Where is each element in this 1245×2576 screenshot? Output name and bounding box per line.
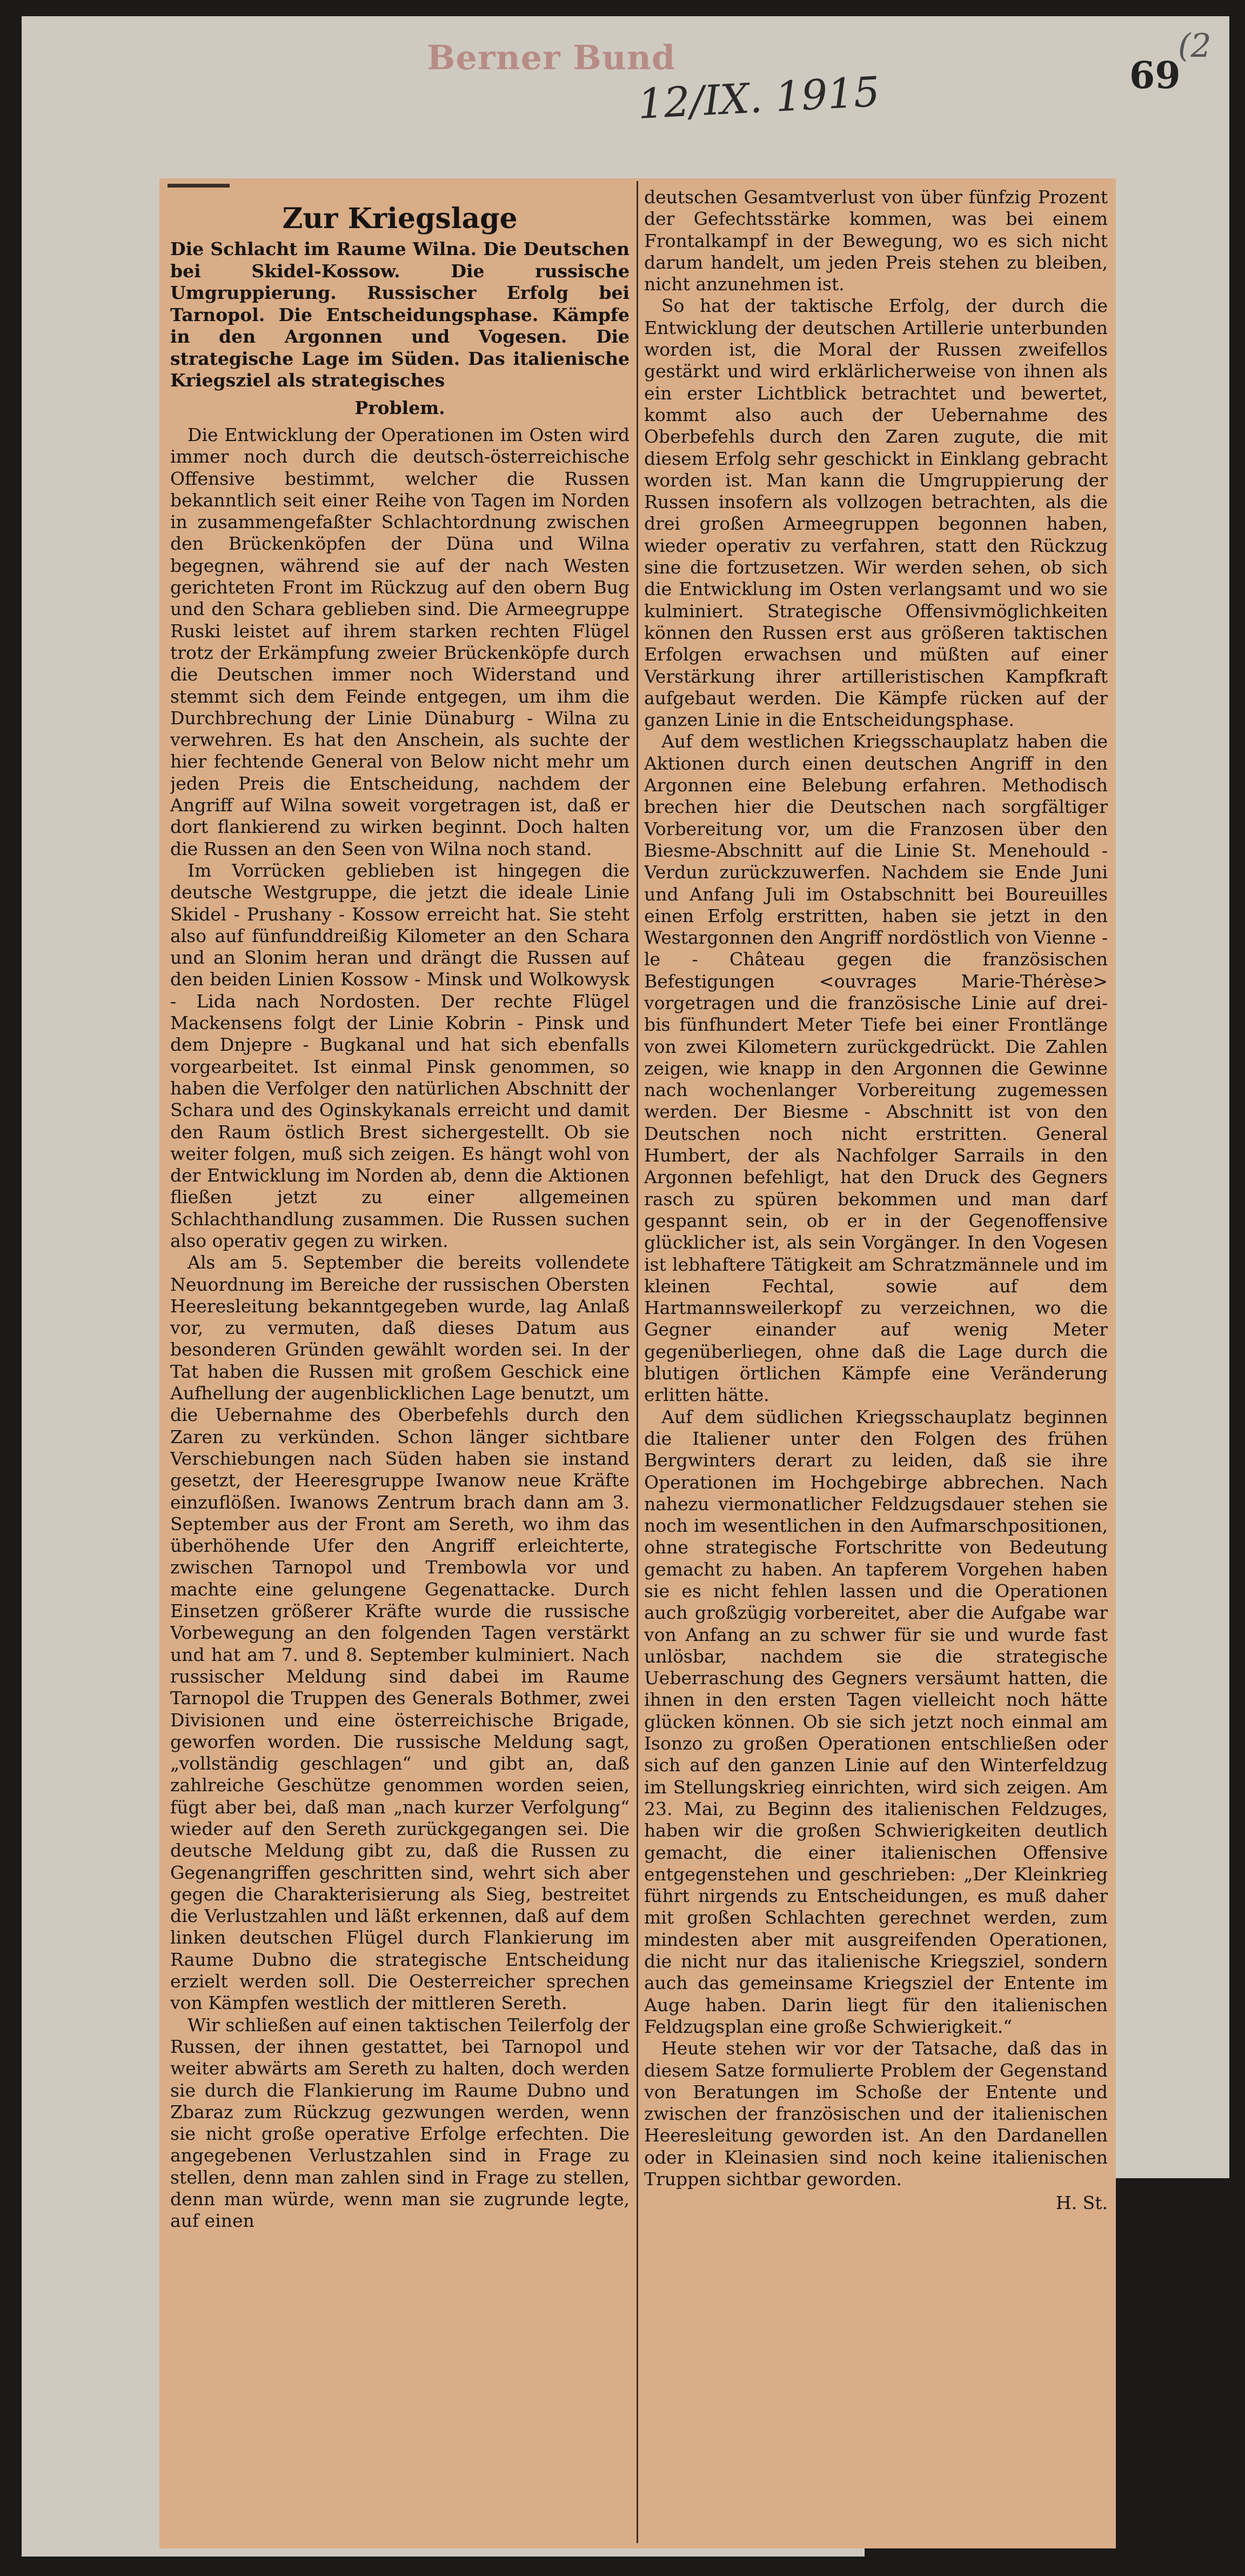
- handwritten-date: 12/IX. 1915: [637, 67, 881, 129]
- paragraph: Wir schließen auf einen taktischen Teilerfolg der Russen, der ihnen gestattet, bei Tarnopol und weiter abwärts am Sereth zu halten, doch werden sie durch die Flankierung im Raume Dubno und Zbaraz zum Rückzug gezwungen werden, wenn sie nicht große operative Erfolge erfechten. Die angegebenen Verlustzahlen sind in Frage zu stellen, denn man zahlen sind in Frage zu stellen, denn man würde, wenn man sie zugrunde legte, auf einen: [170, 2014, 630, 2232]
- article-column-2: [644, 186, 1108, 2538]
- paragraph: Im Vorrücken geblieben ist hingegen die deutsche Westgruppe, die jetzt die ideale Linie Skidel - Prushany - Kossow erreicht hat. Sie steht also auf fünfunddreißig Kilometer an den Schara und an Slonim heran und drängt die Russen auf den beiden Linien Kossow - Minsk und Wolkowysk - Lida nach Nordosten. Der rechte Flügel Mackensens folgt der Linie Kobrin - Pinsk und dem Dnjepre - Bugkanal und hat sich ebenfalls vorgearbeitet. Ist einmal Pinsk genommen, so haben die Verfolger den natürlichen Abschnitt der Schara und des Oginskykanals erreicht und damit den Raum östlich Brest sichergestellt. Ob sie weiter folgen, muß sich zeigen. Es hängt wohl von der Entwicklung im Norden ab, denn die Aktionen fließen jetzt zu einer allgemeinen Schlachthandlung zusammen. Die Russen suchen also operativ gegen zu wirken.: [170, 859, 630, 1251]
- page-number: 69: [1129, 54, 1181, 97]
- paragraph: Auf dem südlichen Kriegsschauplatz beginnen die Italiener unter den Folgen des frühen Bergwinters derart zu leiden, daß sie ihre Operationen im Hochgebirge abbrechen. Nach nahezu viermonatlicher Feldzugsdauer stehen sie noch im wesentlichen in den Aufmarschpositionen, ohne strategische Fortschritte von Bedeutung gemacht zu haben. An tapferem Vorgehen haben sie es nicht fehlen lassen und die Operationen auch großzügig vorbereitet, aber die Aufgabe war von Anfang an zu schwer für sie und wurde fast unlösbar, nachdem sie die strategische Ueberraschung des Gegners versäumt hatten, die ihnen in den ersten Tagen vielleicht noch hätte glücken können. Ob sie sich jetzt noch einmal am Isonzo zu großen Operationen entschließen oder sich auf den ganzen Linie auf den Winterfeldzug im Stellungskrieg einrichten, wird sich zeigen. Am 23. Mai, zu Beginn des italienischen Feldzuges, haben wir die großen Schwierigkeiten deutlich gemacht, die einer italienischen Offensive entgegenstehen und geschrieben: „Der Kleinkrieg führt nirgends zu Entscheidungen, es muß daher mit großen Schlachten gerechnet werden, zum mindesten aber mit ausgreifenden Operationen, die nicht nur das italienische Kriegsziel, sondern auch das gemeinsame Kriegsziel der Entente im Auge haben. Darin liegt für den italienischen Feldzugsplan eine große Schwierigkeit.“: [644, 1406, 1108, 2037]
- paragraph: Als am 5. September die bereits vollendete Neuordnung im Bereiche der russischen Obersten Heeresleitung bekanntgegeben wurde, lag Anlaß vor, zu vermuten, daß dieses Datum aus besonderen Gründen gewählt worden sei. In der Tat haben die Russen mit großem Geschick eine Aufhellung der augenblicklichen Lage benutzt, um die Uebernahme des Oberbefehls durch den Zaren zu verkünden. Schon länger sichtbare Verschiebungen nach Süden haben sie instand gesetzt, der Heeresgruppe Iwanow neue Kräfte einzuflößen. Iwanows Zentrum brach dann am 3. September aus der Front am Sereth, wo ihm das überhöhende Ufer den Angriff erleichterte, zwischen Tarnopol und Trembowla vor und machte eine gelungene Gegenattacke. Durch Einsetzen größerer Kräfte wurde die russische Vorbewegung an den folgenden Tagen verstärkt und hat am 7. und 8. September kulminiert. Nach russischer Meldung sind dabei im Raume Tarnopol die Truppen des Generals Bothmer, zwei Divisionen und eine österreichische Brigade, geworfen worden. Die russische Meldung sagt, „vollständig geschlagen“ und gibt an, daß zahlreiche Geschütze genommen worden seien, fügt aber bei, daß man „nach kurzer Verfolgung“ wieder auf den Sereth zurückgegangen sei. Die deutsche Meldung gibt zu, daß die Russen zu Gegenangriffen geschritten sind, wehrt sich aber gegen die Charakterisierung als Sieg, bestreitet die Verlustzahlen und läßt erkennen, daß auf dem linken deutschen Flügel durch Flankierung im Raume Dubno die strategische Entscheidung erzielt werden soll. Die Oesterreicher sprechen von Kämpfen westlich der mittleren Sereth.: [170, 1252, 630, 2014]
- article-lead-end: Problem.: [354, 397, 445, 418]
- page-annotation: (2: [1178, 27, 1211, 65]
- paragraph: So hat der taktische Erfolg, der durch die Entwicklung der deutschen Artillerie unterbunden worden ist, die Moral der Russen zweifellos gestärkt und wird erklärlicherweise von ihnen als ein erster Lichtblick betrachtet und bewertet, kommt also auch der Uebernahme des Oberbefehls durch den Zaren zugute, die mit diesem Erfolg sehr geschickt in Einklang gebracht worden ist. Man kann die Umgruppierung der Russen insofern als vollzogen betrachten, als die drei großen Armeegruppen begonnen haben, wieder operativ zu verfahren, statt den Rückzug sine die fortzusetzen. Wir werden sehen, ob sich die Entwicklung im Osten verlangsamt und wo sie kulminiert. Strategische Offensivmöglichkeiten können den Russen erst aus größeren taktischen Erfolgen erwachsen und müßten auf einer Verstärkung ihrer artilleristischen Kampfkraft aufgebaut werden. Die Kämpfe rücken auf der ganzen Linie in die Entscheidungsphase.: [644, 295, 1108, 731]
- paragraph: Auf dem westlichen Kriegsschauplatz haben die Aktionen durch einen deutschen Angriff in den Argonnen eine Belebung erfahren. Methodisch brechen hier die Deutschen nach sorgfältiger Vorbereitung vor, um die Franzosen über den Biesme-Abschnitt auf die Linie St. Menehould - Verdun zurückzuwerfen. Nachdem sie Ende Juni und Anfang Juli im Ostabschnitt bei Boureuilles einen Erfolg erstritten, haben sie jetzt in den Westargonnen den Angriff nordöstlich von Vienne - le - Château gegen die französischen Befestigungen <ouvrages Marie-Thérèse> vorgetragen und die französische Linie auf drei- bis fünfhundert Meter Tiefe bei einer Frontlänge von zwei Kilometern zurückgedrückt. Die Zahlen zeigen, wie knapp in den Argonnen die Gewinne nach wochenlanger Vorbereitung zugemessen werden. Der Biesme - Abschnitt ist von den Deutschen noch nicht erstritten. General Humbert, der als Nachfolger Sarrails in den Argonnen befehligt, hat den Druck des Gegners rasch zu spüren bekommen und man darf gespannt sein, ob er in der Gegenoffensive glücklicher ist, als sein Vorgänger. In den Vogesen ist lebhaftere Tätigkeit am Schratzmännele und im kleinen Fechtal, sowie auf dem Hartmannsweilerkopf zu verzeichnen, wo die Gegner einander auf wenig Meter gegenüberliegen, ohne daß die Lage durch die blutigen örtlichen Kämpfe eine Veränderung erlitten hätte.: [644, 731, 1108, 1406]
- article-column-1: [170, 186, 630, 2538]
- article-lead: Die Schlacht im Raume Wilna. Die Deutschen bei Skidel-Kossow. Die russische Umgruppierung. Russischer Erfolg bei Tarnopol. Die Entscheidungsphase. Kämpfe in den Argonnen und Vogesen. Die strategische Lage im Süden. Das italienische Kriegsziel als strategisches: [170, 238, 630, 391]
- paragraph: Heute stehen wir vor der Tatsache, daß das in diesem Satze formulierte Problem der Gegenstand von Beratungen im Schoße der Entente und zwischen der französischen und der italienischen Heeresleitung geworden ist. An den Dardanellen oder in Kleinasien sind noch keine italienischen Truppen sichtbar geworden.: [644, 2038, 1108, 2190]
- newspaper-source-stamp: Berner Bund: [427, 38, 676, 77]
- column-divider: [637, 181, 638, 2543]
- paragraph: Die Entwicklung der Operationen im Osten wird immer noch durch die deutsch-österreichische Offensive bestimmt, welcher die Russen bekanntlich seit einer Reihe von Tagen im Norden in zusammengefaßter Schlachtordnung zwischen den Brückenköpfen der Düna und Wilna begegnen, während sie auf der nach Westen gerichteten Front im Rückzug auf den obern Bug und den Schara geblieben sind. Die Armeegruppe Ruski leistet auf ihrem starken rechten Flügel trotz der Erkämpfung zweier Brückenköpfe durch die Deutschen immer noch Widerstand und stemmt sich dem Feinde entgegen, um ihm die Durchbrechung der Linie Dünaburg - Wilna zu verwehren. Es hat den Anschein, als suchte der hier fechtende General von Below nicht mehr um jeden Preis die Entscheidung, nachdem der Angriff auf Wilna soweit vorgetragen ist, daß er dort flankierend zu wirken beginnt. Doch halten die Russen an den Seen von Wilna noch stand.: [170, 424, 630, 859]
- author-signature: H. St.: [1055, 2192, 1108, 2214]
- paragraph: deutschen Gesamtverlust von über fünfzig Prozent der Gefechtsstärke kommen, was bei einem Frontalkampf in der Bewegung, wo es sich nicht darum handelt, um jeden Preis stehen zu bleiben, nicht anzunehmen ist.: [644, 186, 1108, 295]
- article-headline: Zur Kriegslage: [282, 202, 518, 235]
